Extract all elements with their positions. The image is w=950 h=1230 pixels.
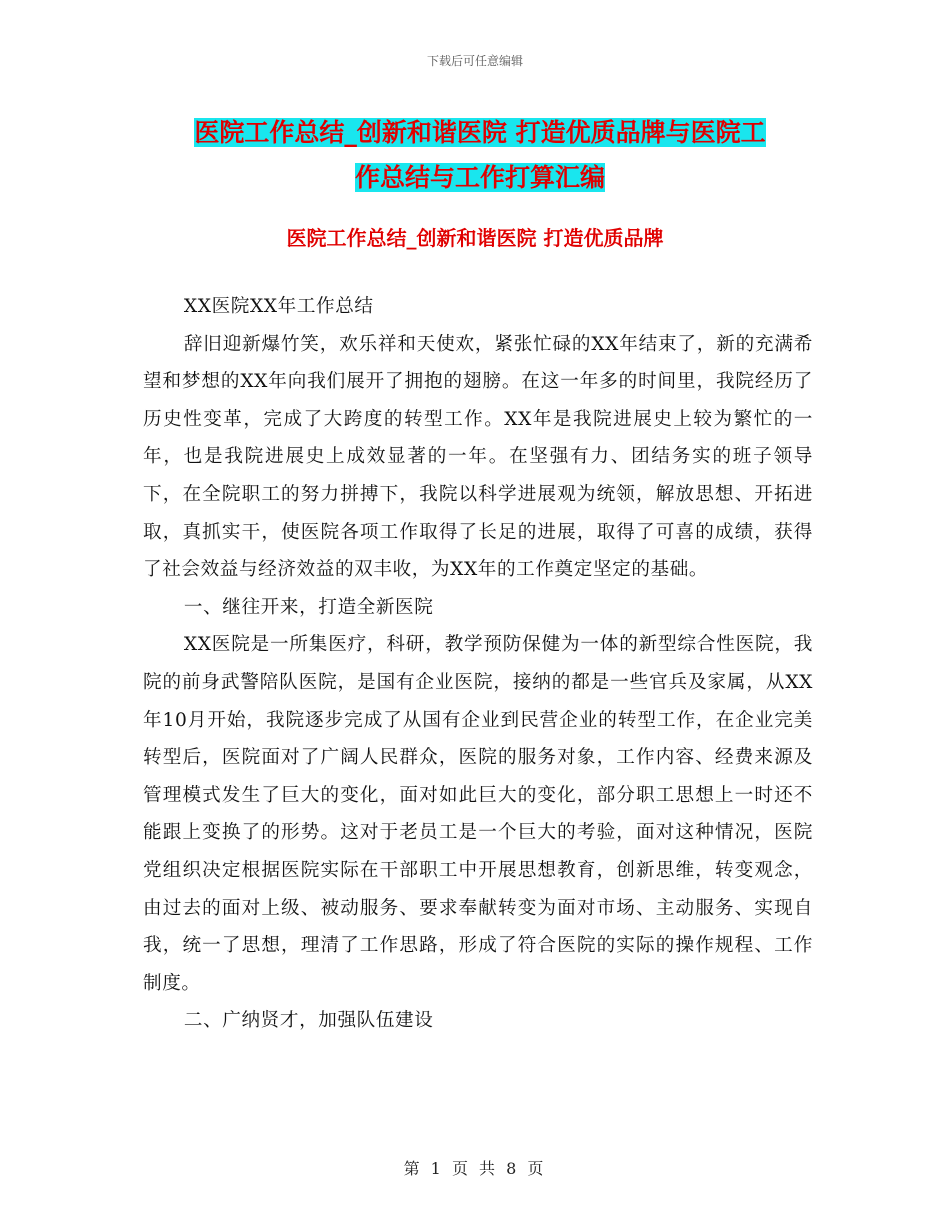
document-body <box>143 288 813 1040</box>
section-heading-2: 二、广纳贤才，加强队伍建设 <box>183 1010 434 1032</box>
report-heading: XX医院XX年工作总结 <box>183 296 374 317</box>
document-title-line2: 作总结与工作打算汇编 <box>354 163 605 192</box>
document-title <box>140 110 820 200</box>
document-title-line1: 医院工作总结_创新和谐医院 打造优质品牌与医院工 <box>194 118 766 147</box>
section-heading-1: 一、继往开来，打造全新医院 <box>183 596 434 618</box>
page-header-note: 下载后可任意编辑 <box>426 54 523 68</box>
page-number-footer: 第 1 页 共 8 页 <box>403 1159 547 1178</box>
paragraph-section-1: XX医院是一所集医疗，科研，教学预防保健为一体的新型综合性医院，我院的前身武警陪队医院，是国有企业医院，接纳的都是一些官兵及家属，从XX年10月开始，我院逐步完成了从国有企业到民营企业的转型工作，在企业完美转型后，医院面对了广阔人民群众，医院的服务对象，工作内容、经费来源及管理模式发生了巨大的变化，面对如此巨大的变化，部分职工思想上一时还不能跟上变换了的形势。这对于老员工是一个巨大的考验，面对这种情况，医院党组织决定根据医院实际在干部职工中开展思想教育，创新思维，转变观念，由过去的面对上级、被动服务、要求奉献转变为面对市场、主动服务、实现自我，统一了思想，理清了工作思路，形成了符合医院的实际的操作规程、工作制度。 <box>143 634 813 994</box>
section-subtitle: 医院工作总结_创新和谐医院 打造优质品牌 <box>286 226 664 250</box>
paragraph-intro: 辞旧迎新爆竹笑，欢乐祥和天使欢，紧张忙碌的XX年结束了，新的充满希望和梦想的XX年向我们展开了拥抱的翅膀。在这一年多的时间里，我院经历了历史性变革，完成了大跨度的转型工作。XX年是我院进展史上较为繁忙的一年，也是我院进展史上成效显著的一年。在坚强有力、团结务实的班子领导下，在全院职工的努力拼搏下，我院以科学进展观为统领，解放思想、开拓进取，真抓实干，使医院各项工作取得了长足的进展，取得了可喜的成绩，获得了社会效益与经济效益的双丰收，为XX年的工作奠定坚定的基础。 <box>143 333 813 581</box>
